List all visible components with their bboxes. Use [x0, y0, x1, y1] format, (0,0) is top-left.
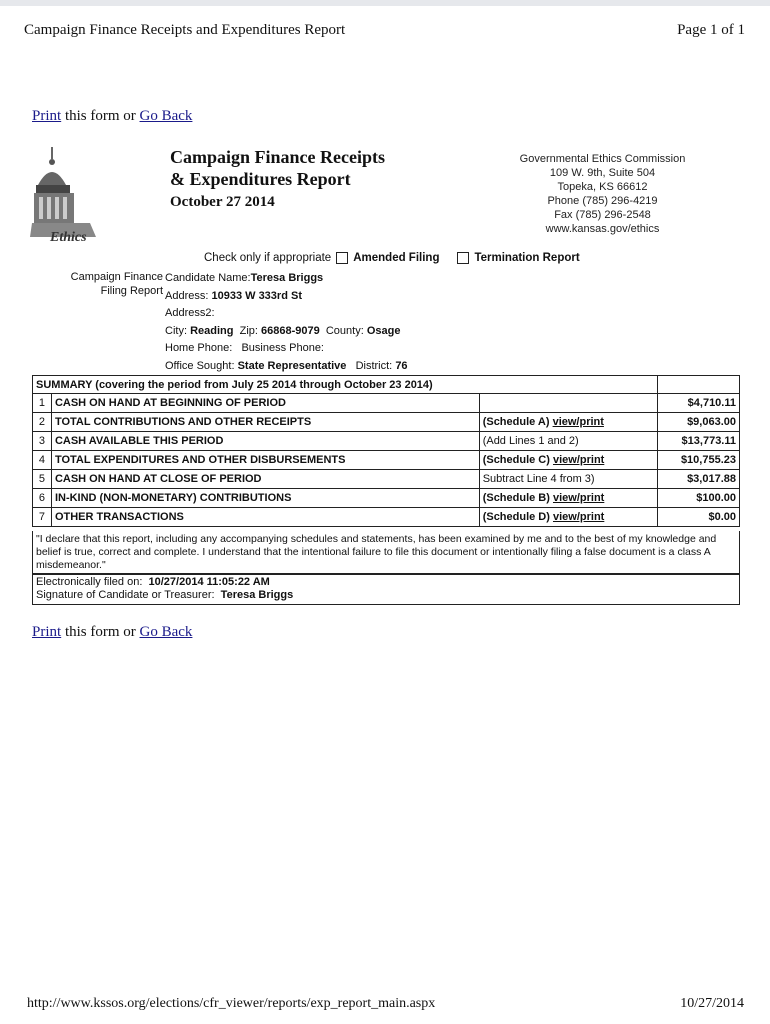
footer-url: http://www.kssos.org/elections/cfr_viewer/reports/exp_report_main.aspx	[27, 996, 436, 1011]
summary-row	[33, 451, 740, 470]
filed-on-row	[36, 576, 736, 589]
summary-body	[33, 394, 740, 527]
summary-heading-empty	[658, 376, 740, 394]
summary-line-number: 6	[33, 489, 52, 508]
summary-line-schedule	[479, 394, 658, 413]
business-phone-label: Business Phone:	[241, 342, 324, 354]
schedule-view-print-link[interactable]: view/print	[552, 511, 605, 523]
signature-value: Teresa Briggs	[220, 589, 294, 601]
nav-links-bottom	[32, 624, 192, 641]
commission-city: Topeka, KS 66612	[557, 181, 648, 193]
page-number: Page 1 of 1	[677, 22, 745, 38]
amended-filing-checkbox[interactable]	[336, 252, 348, 264]
address2-label: Address2:	[165, 307, 215, 319]
summary-heading-row	[33, 376, 740, 394]
office-label: Office Sought:	[165, 359, 235, 372]
candidate-city: Reading	[190, 324, 234, 337]
summary-line-amount: $4,710.11	[658, 394, 740, 413]
filing-options	[204, 252, 580, 264]
schedule-label: (Schedule A)	[482, 416, 553, 428]
go-back-link-bottom[interactable]: Go Back	[139, 624, 193, 640]
candidate-label-line2: Filing Report	[100, 285, 163, 297]
candidate-county: Osage	[366, 324, 401, 337]
summary-row	[33, 489, 740, 508]
commission-street: 109 W. 9th, Suite 504	[549, 167, 656, 179]
commission-name: Governmental Ethics Commission	[519, 153, 686, 165]
summary-row	[33, 508, 740, 527]
nav-middle-text: this form or	[61, 108, 140, 124]
candidate-name-label: Candidate Name:	[165, 272, 251, 284]
summary-line-schedule	[479, 413, 658, 432]
summary-line-description: TOTAL EXPENDITURES AND OTHER DISBURSEMENTS	[51, 451, 479, 470]
summary-line-schedule	[479, 451, 658, 470]
termination-report-label: Termination Report	[474, 252, 580, 264]
schedule-view-print-link[interactable]: view/print	[552, 492, 605, 504]
summary-line-schedule	[479, 508, 658, 527]
zip-label: Zip:	[239, 324, 258, 337]
city-label: City:	[165, 324, 187, 337]
summary-line-number: 3	[33, 432, 52, 451]
candidate-address2-row	[165, 305, 408, 323]
candidate-label-line1: Campaign Finance	[70, 271, 163, 283]
summary-line-number: 2	[33, 413, 52, 432]
candidate-name-row	[165, 270, 408, 288]
summary-line-schedule	[479, 470, 658, 489]
summary-line-number: 5	[33, 470, 52, 489]
schedule-label: (Schedule B)	[482, 492, 553, 504]
summary-heading: SUMMARY (covering the period from July 25 2014 through October 23 2014)	[33, 376, 658, 394]
candidate-city-row	[165, 323, 408, 341]
summary-line-amount: $13,773.11	[658, 432, 740, 451]
filed-on-label: Electronically filed on:	[36, 576, 143, 588]
home-phone-label: Home Phone:	[165, 342, 233, 354]
summary-row	[33, 394, 740, 413]
county-label: County:	[325, 324, 364, 337]
summary-line-description: CASH AVAILABLE THIS PERIOD	[51, 432, 479, 451]
address-label: Address:	[165, 289, 209, 302]
kansas-ethics-seal-icon	[30, 145, 122, 245]
candidate-office: State Representative	[237, 359, 347, 372]
schedule-label: Subtract Line 4 from 3)	[482, 473, 595, 485]
summary-row	[33, 413, 740, 432]
schedule-label: (Schedule C)	[482, 454, 553, 466]
footer-date: 10/27/2014	[680, 996, 744, 1011]
candidate-section-label	[64, 270, 163, 298]
go-back-link[interactable]: Go Back	[139, 108, 193, 124]
summary-line-amount: $3,017.88	[658, 470, 740, 489]
commission-fax: Fax (785) 296-2548	[554, 209, 651, 221]
summary-line-schedule	[479, 432, 658, 451]
summary-line-description: CASH ON HAND AT CLOSE OF PERIOD	[51, 470, 479, 489]
summary-line-number: 1	[33, 394, 52, 413]
summary-line-amount: $0.00	[658, 508, 740, 527]
commission-phone: Phone (785) 296-4219	[547, 195, 658, 207]
summary-line-description: IN-KIND (NON-MONETARY) CONTRIBUTIONS	[51, 489, 479, 508]
svg-text:Ethics: Ethics	[50, 230, 87, 245]
print-link[interactable]: Print	[32, 108, 62, 124]
amended-filing-label: Amended Filing	[353, 252, 440, 264]
filing-options-prompt: Check only if appropriate	[204, 252, 332, 264]
commission-website: www.kansas.gov/ethics	[545, 223, 660, 235]
summary-line-number: 4	[33, 451, 52, 470]
report-title-line2: & Expenditures Report	[170, 169, 351, 189]
candidate-office-row	[165, 358, 408, 376]
summary-line-number: 7	[33, 508, 52, 527]
report-title-line1: Campaign Finance Receipts	[170, 147, 385, 167]
nav-links-top	[32, 108, 192, 125]
summary-line-description: OTHER TRANSACTIONS	[51, 508, 479, 527]
candidate-district: 76	[395, 359, 408, 372]
schedule-label: (Add Lines 1 and 2)	[482, 435, 579, 447]
summary-line-amount: $9,063.00	[658, 413, 740, 432]
candidate-info	[165, 270, 408, 375]
summary-table	[32, 375, 740, 527]
report-date: October 27 2014	[170, 194, 275, 210]
schedule-view-print-link[interactable]: view/print	[552, 454, 605, 466]
signature-row	[36, 589, 736, 602]
candidate-phone-row	[165, 340, 408, 358]
candidate-address: 10933 W 333rd St	[211, 289, 302, 302]
signature-label: Signature of Candidate or Treasurer:	[36, 589, 215, 601]
nav-middle-text-bottom: this form or	[61, 624, 140, 640]
summary-row	[33, 432, 740, 451]
summary-row	[33, 470, 740, 489]
candidate-zip: 66868-9079	[261, 324, 320, 337]
summary-line-description: TOTAL CONTRIBUTIONS AND OTHER RECEIPTS	[51, 413, 479, 432]
commission-address-block	[500, 152, 705, 236]
filing-signature-block	[32, 573, 740, 605]
summary-line-description: CASH ON HAND AT BEGINNING OF PERIOD	[51, 394, 479, 413]
schedule-label: (Schedule D)	[482, 511, 553, 523]
top-edge	[0, 0, 770, 6]
candidate-name: Teresa Briggs	[250, 272, 324, 284]
filed-on-value: 10/27/2014 11:05:22 AM	[148, 576, 270, 588]
report-title-block	[170, 146, 385, 213]
schedule-view-print-link[interactable]: view/print	[552, 416, 604, 428]
candidate-address-row	[165, 288, 408, 306]
summary-line-schedule	[479, 489, 658, 508]
district-label: District:	[355, 359, 393, 372]
summary-line-amount: $100.00	[658, 489, 740, 508]
print-link-bottom[interactable]: Print	[32, 624, 62, 640]
declaration-text: "I declare that this report, including any accompanying schedules and statements, has been examined by me and to the best of my knowledge and belief is true, correct and complete. I understand that the intentional failure to file this document or intentionally filing a false document is a class A misdemeanor."	[32, 531, 740, 575]
termination-report-checkbox[interactable]	[457, 252, 469, 264]
page-header-title: Campaign Finance Receipts and Expenditures Report	[24, 22, 346, 38]
summary-line-amount: $10,755.23	[658, 451, 740, 470]
